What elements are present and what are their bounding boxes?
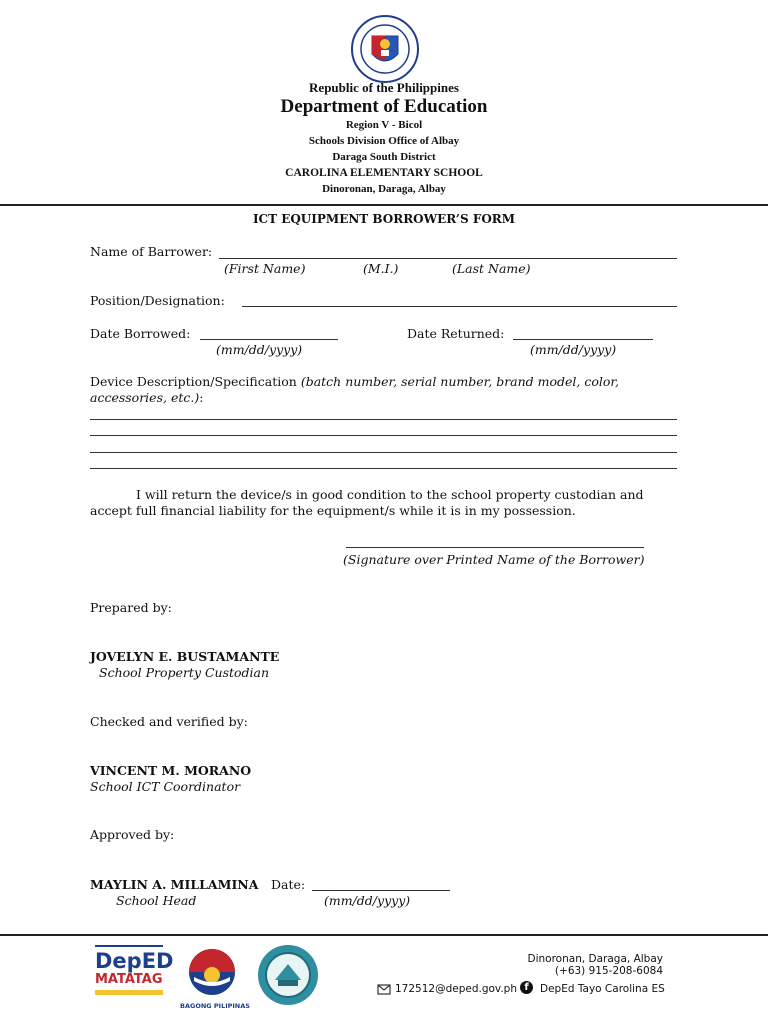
- date-returned-field[interactable]: [513, 339, 653, 340]
- last-name-caption: (Last Name): [452, 261, 531, 276]
- approved-name: MAYLIN A. MILLAMINA: [90, 877, 259, 892]
- footer-phone: (+63) 915-208-6084: [554, 965, 663, 977]
- date-borrowed-label: Date Borrowed:: [90, 326, 191, 341]
- form-title: ICT EQUIPMENT BORROWER’S FORM: [252, 212, 516, 226]
- deped-wordmark: DepED: [95, 949, 174, 973]
- device-line-1[interactable]: [90, 419, 677, 420]
- pledge-line-2: accept full financial liability for the equipment/s while it is in my possession.: [90, 503, 576, 518]
- email-icon: [377, 982, 391, 994]
- name-field[interactable]: [219, 258, 677, 259]
- device-line-4[interactable]: [90, 468, 677, 469]
- header-divider: [0, 204, 768, 206]
- footer-divider: [0, 934, 768, 936]
- region-label: Region V - Bicol: [345, 119, 423, 131]
- device-line-3[interactable]: [90, 452, 677, 453]
- school-logo: [257, 944, 319, 1006]
- school-name: CAROLINA ELEMENTARY SCHOOL: [285, 167, 483, 179]
- footer-facebook[interactable]: DepEd Tayo Carolina ES: [540, 983, 665, 995]
- signature-caption: (Signature over Printed Name of the Borrower): [343, 552, 645, 567]
- date-returned-label: Date Returned:: [407, 326, 505, 341]
- pledge-line-1: I will return the device/s in good condition to the school property custodian and: [136, 487, 644, 502]
- position-label: Position/Designation:: [90, 293, 225, 308]
- republic-label: Republic of the Philippines: [309, 80, 459, 95]
- facebook-icon: f: [520, 981, 533, 994]
- district-label: Daraga South District: [332, 151, 436, 163]
- approval-date-format: (mm/dd/yyyy): [324, 893, 411, 908]
- footer-address: Dinoronan, Daraga, Albay: [527, 953, 663, 965]
- prepared-by-label: Prepared by:: [90, 600, 172, 615]
- bagong-pilipinas-logo: [180, 947, 250, 1010]
- signature-line[interactable]: [346, 547, 644, 548]
- deped-matatag-logo: [95, 945, 174, 1003]
- division-label: Schools Division Office of Albay: [308, 135, 460, 147]
- approved-by-label: Approved by:: [90, 827, 175, 842]
- device-label-line1: [90, 374, 619, 389]
- device-hint-2: accessories, etc.): [90, 390, 200, 405]
- matatag-wordmark: MATATAG: [95, 972, 163, 987]
- bagong-pilipinas-label: BAGONG PILIPINAS: [180, 1002, 250, 1010]
- prepared-name: JOVELYN E. BUSTAMANTE: [90, 649, 280, 664]
- name-label: Name of Barrower:: [90, 244, 213, 259]
- approval-date-label: Date:: [271, 877, 306, 892]
- department-title: Department of Education: [280, 96, 488, 117]
- date-borrowed-field[interactable]: [200, 339, 338, 340]
- position-field[interactable]: [242, 306, 677, 307]
- mi-caption: (M.I.): [363, 261, 399, 276]
- school-address: Dinoronan, Daraga, Albay: [322, 183, 446, 195]
- checked-name: VINCENT M. MORANO: [90, 763, 252, 778]
- approval-date-field[interactable]: [312, 890, 450, 891]
- device-label-line2: [90, 390, 203, 405]
- prepared-role: School Property Custodian: [99, 665, 270, 680]
- date-borrowed-format: (mm/dd/yyyy): [216, 342, 303, 357]
- device-colon: :: [199, 390, 204, 405]
- first-name-caption: (First Name): [224, 261, 306, 276]
- checked-role: School ICT Coordinator: [90, 779, 241, 794]
- date-returned-format: (mm/dd/yyyy): [530, 342, 617, 357]
- deped-seal: [350, 14, 420, 84]
- device-line-2[interactable]: [90, 435, 677, 436]
- device-label: Device Description/Specification: [90, 374, 297, 389]
- footer-email[interactable]: 172512@deped.gov.ph: [395, 983, 517, 995]
- approved-role: School Head: [116, 893, 197, 908]
- checked-by-label: Checked and verified by:: [90, 714, 248, 729]
- device-hint-1: (batch number, serial number, brand model, color,: [300, 374, 620, 389]
